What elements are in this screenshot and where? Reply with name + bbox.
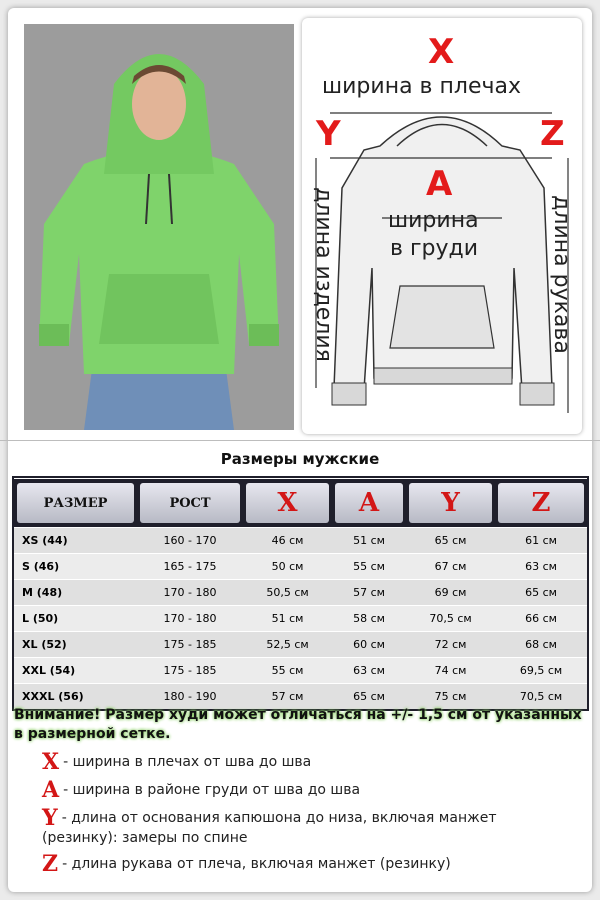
a-label-line2: в груди (390, 236, 479, 261)
legend-letter: Y (42, 805, 58, 831)
table-row (14, 554, 587, 580)
table-row (14, 580, 587, 606)
cell-z: 68 см (495, 632, 587, 658)
legend-item-x (42, 749, 562, 775)
cell-y: 69 см (406, 580, 495, 606)
size-table (14, 478, 587, 709)
cell-size: XL (52) (14, 632, 137, 658)
cell-height: 175 - 185 (137, 632, 243, 658)
legend-letter: Z (42, 851, 59, 877)
cell-x: 50 см (243, 554, 332, 580)
cell-a: 55 см (332, 554, 406, 580)
cell-size: XS (44) (14, 528, 137, 554)
header-height: РОСТ (140, 483, 240, 523)
header-x: X (246, 483, 329, 523)
x-letter: X (428, 32, 455, 72)
cell-size: XXXL (56) (14, 684, 137, 710)
cell-x: 55 см (243, 658, 332, 684)
cell-height: 165 - 175 (137, 554, 243, 580)
cell-z: 70,5 см (495, 684, 587, 710)
table-header-row (14, 479, 587, 528)
cell-z: 69,5 см (495, 658, 587, 684)
product-photo (24, 24, 294, 430)
cell-z: 66 см (495, 606, 587, 632)
cell-size: M (48) (14, 580, 137, 606)
legend-letter: A (42, 777, 60, 803)
cell-y: 72 см (406, 632, 495, 658)
legend-text: - длина от основания капюшона до низа, включая манжет (резинку): замеры по спине (42, 810, 497, 846)
legend-text: - длина рукава от плеча, включая манжет (резинку) (62, 856, 451, 872)
cell-a: 57 см (332, 580, 406, 606)
table-row (14, 528, 587, 554)
divider (0, 440, 600, 441)
cell-height: 180 - 190 (137, 684, 243, 710)
cell-x: 52,5 см (243, 632, 332, 658)
header-z: Z (498, 483, 584, 523)
table-row (14, 606, 587, 632)
cell-z: 65 см (495, 580, 587, 606)
table-title: Размеры мужские (220, 450, 380, 468)
cell-size: S (46) (14, 554, 137, 580)
cell-size: L (50) (14, 606, 137, 632)
cell-height: 175 - 185 (137, 658, 243, 684)
cell-height: 170 - 180 (137, 606, 243, 632)
cell-y: 75 см (406, 684, 495, 710)
legend-item-z (42, 851, 562, 877)
cell-x: 51 см (243, 606, 332, 632)
table-row (14, 632, 587, 658)
cell-a: 58 см (332, 606, 406, 632)
a-letter: A (426, 164, 453, 204)
cell-a: 63 см (332, 658, 406, 684)
y-letter: Y (316, 114, 341, 154)
cell-a: 65 см (332, 684, 406, 710)
header-a: A (335, 483, 403, 523)
table-row (14, 658, 587, 684)
a-label-line1: ширина (388, 208, 479, 233)
cell-x: 57 см (243, 684, 332, 710)
cell-y: 74 см (406, 658, 495, 684)
cell-x: 50,5 см (243, 580, 332, 606)
cell-y: 67 см (406, 554, 495, 580)
left-vertical-label: длина изделия (310, 187, 336, 362)
z-letter: Z (540, 114, 565, 154)
cell-z: 61 см (495, 528, 587, 554)
x-label: ширина в плечах (322, 74, 521, 99)
cell-size: XXL (54) (14, 658, 137, 684)
header-y: Y (409, 483, 492, 523)
header-size: РАЗМЕР (17, 483, 134, 523)
cell-height: 160 - 170 (137, 528, 243, 554)
legend-item-a (42, 777, 562, 803)
measurement-sketch (302, 18, 582, 434)
legend-text: - ширина в плечах от шва до шва (63, 754, 312, 770)
cell-a: 51 см (332, 528, 406, 554)
right-vertical-label: длина рукава (548, 195, 574, 354)
legend-letter: X (42, 749, 60, 775)
cell-y: 70,5 см (406, 606, 495, 632)
model-hoodie-image (24, 24, 294, 430)
cell-y: 65 см (406, 528, 495, 554)
cell-height: 170 - 180 (137, 580, 243, 606)
cell-x: 46 см (243, 528, 332, 554)
legend-text: - ширина в районе груди от шва до шва (63, 782, 361, 798)
cell-z: 63 см (495, 554, 587, 580)
legend-item-y (42, 805, 562, 848)
cell-a: 60 см (332, 632, 406, 658)
size-warning: Внимание! Размер худи может отличаться на +/- 1,5 см от указанных в размерной сетке. (14, 706, 584, 744)
